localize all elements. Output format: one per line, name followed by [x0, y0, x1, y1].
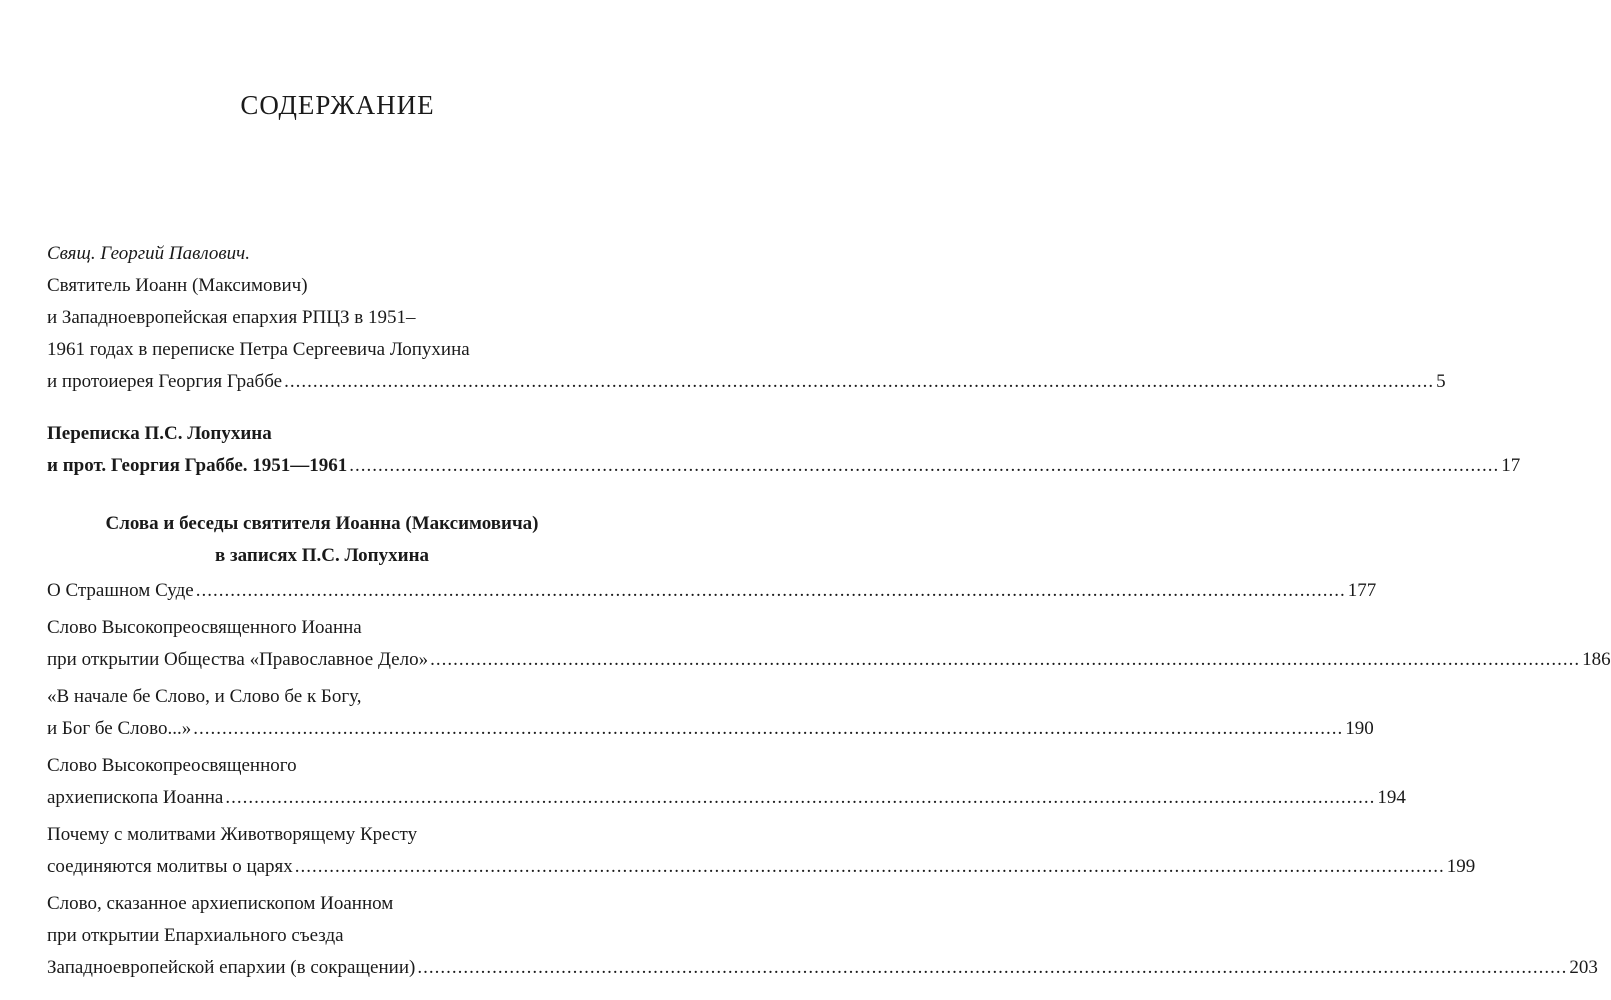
toc-entry[interactable]	[47, 888, 1598, 984]
page-number: 5	[1436, 371, 1446, 392]
toc-entry[interactable]	[47, 819, 1476, 883]
section-heading: Слова и беседы святителя Иоанна (Максимовича)	[105, 513, 539, 534]
toc-entry[interactable]	[47, 750, 1406, 814]
entry-title-line: Слово, сказанное архиепископом Иоанном	[47, 893, 394, 914]
dot-leader: ........................................................................................................................................................................................................	[193, 718, 1344, 739]
entry-leader-line	[47, 713, 1374, 745]
entry-leader-line	[47, 782, 1406, 814]
dot-leader: ........................................................................................................................................................................................................	[225, 787, 1376, 808]
page-number: 203	[1569, 957, 1598, 978]
page-number: 194	[1377, 787, 1406, 808]
entry-title-line: «В начале бе Слово, и Слово бе к Богу,	[47, 686, 362, 707]
toc-entry[interactable]	[47, 575, 1377, 607]
entry-leader-line	[47, 450, 1521, 482]
dot-leader: ........................................................................................................................................................................................................	[430, 649, 1581, 670]
dot-leader: ........................................................................................................................................................................................................	[284, 371, 1435, 392]
page-number: 177	[1347, 580, 1377, 601]
entry-title-line: 1961 годах в переписке Петра Сергеевича Лопухина	[47, 339, 470, 360]
entry-leader-line	[47, 366, 1446, 398]
dot-leader: ........................................................................................................................................................................................................	[294, 856, 1445, 877]
toc-entry-intro[interactable]	[47, 238, 1446, 398]
entry-title-line: при открытии Епархиального съезда	[47, 925, 344, 946]
entry-title-line: архиепископа Иоанна	[47, 787, 224, 808]
dot-leader: ........................................................................................................................................................................................................	[195, 580, 1346, 601]
entry-title-line: и Западноевропейская епархия РПЦЗ в 1951–	[47, 307, 416, 328]
dot-leader: ........................................................................................................................................................................................................	[349, 455, 1500, 476]
entry-author: Свящ. Георгий Павлович.	[47, 243, 250, 264]
entry-title-line: при открытии Общества «Православное Дело»	[47, 649, 429, 670]
page-number: 199	[1446, 856, 1476, 877]
entry-title-line: и прот. Георгия Граббе. 1951—1961	[47, 455, 348, 476]
entry-leader-line	[47, 851, 1476, 883]
entry-title-line: Слово Высокопреосвященного	[47, 755, 297, 776]
section-heading: в записях П.С. Лопухина	[214, 545, 430, 566]
page-title: СОДЕРЖАНИЕ	[240, 90, 435, 120]
page-number: 17	[1501, 455, 1521, 476]
toc-entry[interactable]	[47, 612, 1611, 676]
entry-title-line: О Страшном Суде	[47, 580, 194, 601]
entry-title-line: соединяются молитвы о царях	[47, 856, 293, 877]
page-number: 186	[1582, 649, 1611, 670]
toc-entry-correspondence[interactable]	[47, 418, 1521, 482]
entry-title-line: Святитель Иоанн (Максимович)	[47, 275, 308, 296]
entry-title-line: Западноевропейской епархии (в сокращении)	[47, 957, 416, 978]
entry-title-line: Переписка П.С. Лопухина	[47, 423, 272, 444]
entry-leader-line	[47, 952, 1598, 984]
dot-leader: ........................................................................................................................................................................................................	[417, 957, 1568, 978]
toc-sermon-entries	[47, 575, 1611, 989]
entry-title-line: Слово Высокопреосвященного Иоанна	[47, 617, 362, 638]
toc-entry[interactable]	[47, 681, 1374, 745]
entry-leader-line	[47, 575, 1377, 607]
entry-title-line: и Бог бе Слово...»	[47, 718, 192, 739]
page-number: 190	[1345, 718, 1374, 739]
entry-title-line: и протоиерея Георгия Граббе	[47, 371, 283, 392]
entry-title-line: Почему с молитвами Животворящему Кресту	[47, 824, 418, 845]
entry-leader-line	[47, 644, 1611, 676]
toc-section-sermons	[47, 508, 597, 572]
